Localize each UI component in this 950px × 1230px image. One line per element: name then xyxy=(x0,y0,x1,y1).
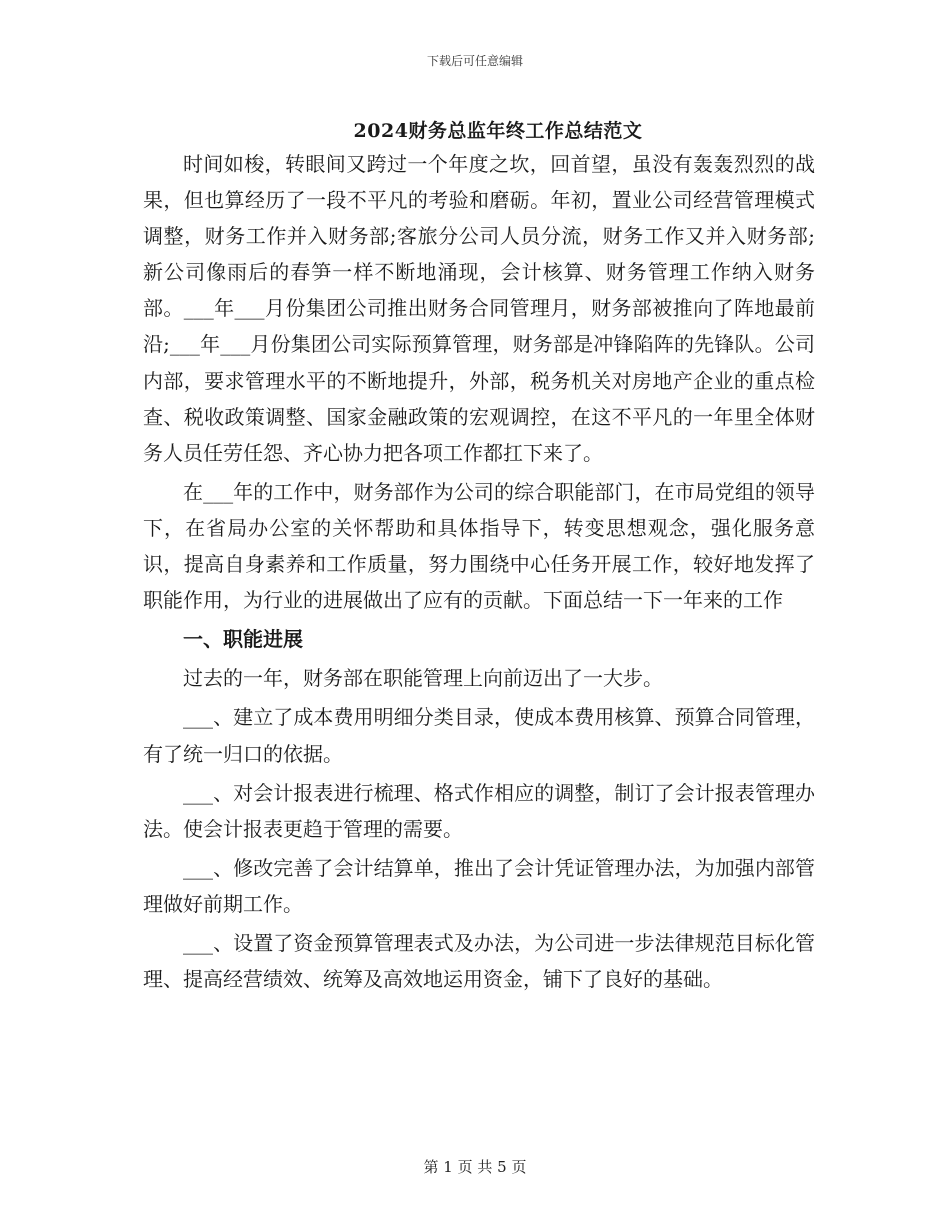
header-note: 下载后可任意编辑 xyxy=(426,54,523,68)
document-body xyxy=(143,146,815,997)
list-item: ___、对会计报表进行梳理、格式作相应的调整，制订了会计报表管理办法。使会计报表更趋于管理的需要。 xyxy=(143,780,815,841)
list-item: ___、设置了资金预算管理表式及办法，为公司进一步法律规范目标化管理、提高经营绩效、统筹及高效地运用资金，铺下了良好的基础。 xyxy=(143,930,815,992)
page-number: 第 1 页 共 5 页 xyxy=(423,1158,527,1176)
document-title: 2024财务总监年终工作总结范文 xyxy=(353,120,643,142)
paragraph-section-intro: 过去的一年，财务部在职能管理上向前迈出了一大步。 xyxy=(183,666,663,691)
list-item: ___、修改完善了会计结算单，推出了会计凭证管理办法，为加强内部管理做好前期工作。 xyxy=(143,855,815,916)
paragraph-intro: 时间如梭，转眼间又跨过一个年度之坎，回首望，虽没有轰轰烈烈的战果，但也算经历了一段不平凡的考验和磨砺。年初，置业公司经营管理模式调整，财务工作并入财务部;客旅分公司人员分流，财务工作又并入财务部;新公司像雨后的春笋一样不断地涌现，会计核算、财务管理工作纳入财务部。___年___月份集团公司推出财务合同管理月，财务部被推向了阵地最前沿;___年___月份集团公司实际预算管理，财务部是冲锋陷阵的先锋队。公司内部，要求管理水平的不断地提升，外部，税务机关对房地产企业的重点检查、税收政策调整、国家金融政策的宏观调控，在这不平凡的一年里全体财务人员任劳任怨、齐心协力把各项工作都扛下来了。 xyxy=(143,152,815,465)
section-heading: 一、职能进展 xyxy=(183,627,303,652)
list-item: ___、建立了成本费用明细分类目录，使成本费用核算、预算合同管理，有了统一归口的依据。 xyxy=(143,705,815,766)
paragraph-overview: 在___年的工作中，财务部作为公司的综合职能部门，在市局党组的领导下，在省局办公室的关怀帮助和具体指导下，转变思想观念，强化服务意识，提高自身素养和工作质量，努力围绕中心任务开展工作，较好地发挥了职能作用，为行业的进展做出了应有的贡献。下面总结一下一年来的工作 xyxy=(143,479,815,613)
